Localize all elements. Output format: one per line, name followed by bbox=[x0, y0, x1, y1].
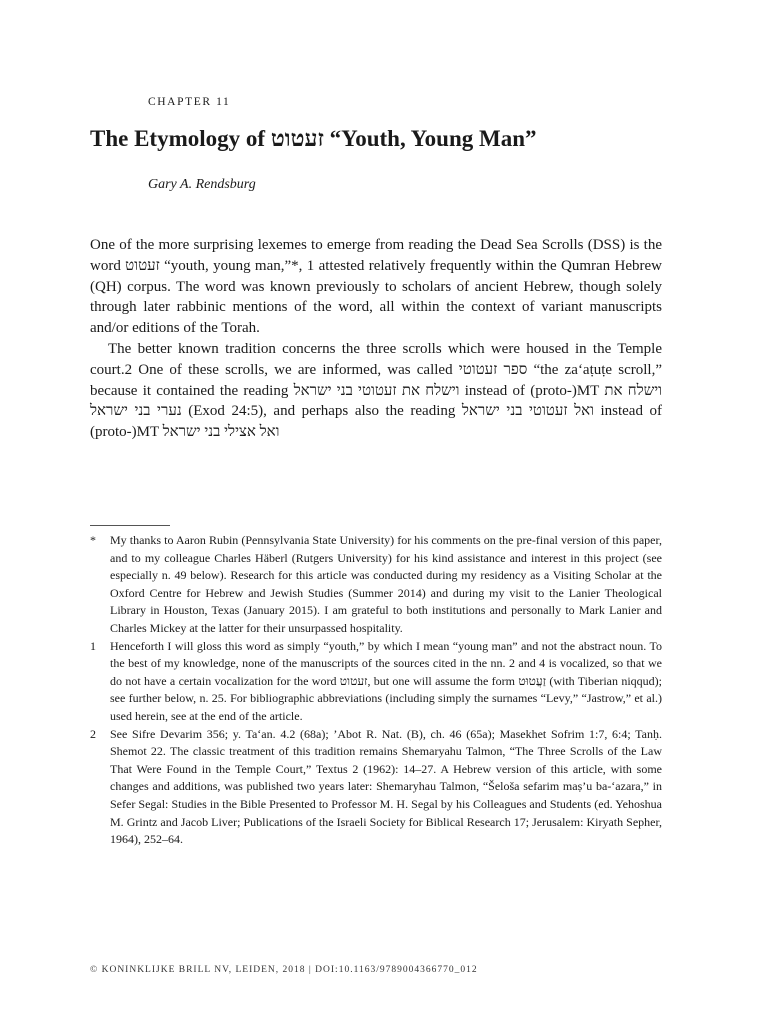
footnotes bbox=[90, 532, 662, 849]
footnote-1 bbox=[90, 638, 662, 726]
footnote-mark: 2 bbox=[90, 726, 96, 741]
footnote-divider bbox=[90, 525, 170, 526]
footnote-2 bbox=[90, 726, 662, 849]
article-title: The Etymology of זעטוט “Youth, Young Man” bbox=[90, 126, 537, 151]
footnote-text: See Sifre Devarim 356; y. Ta‘an. 4.2 (68a); ’Abot R. Nat. (B), ch. 46 (65a); Masekhet Sofrim 1:7, 6:4; Tanḥ. Shemot 22. The classic treatment of this tradition remains Shemaryahu Talmon, “The Three Scrolls of the Law That Were Found in the Temple Court,” Textus 2 (1962): 14–27. A Hebrew version of this article, with some changes and additions, was published two years later: Shemaryhau Talmon, “Šeloša sefarim maṣ’u ba-‘azara,” in Sefer Segal: Studies in the Bible Presented to Professor M. H. Segal by his Colleagues and Students (ed. Yehoshua M. Grintz and Jacob Liver; Publications of the Israeli Society for Biblical Research 17; Jerusalem: Kiryath Sepher, 1964), 252–64. bbox=[110, 726, 662, 847]
copyright-footer: © KONINKLIJKE BRILL NV, LEIDEN, 2018 | DOI:10.1163/9789004366770_012 bbox=[90, 965, 478, 975]
footnote-text: Henceforth I will gloss this word as simply “youth,” by which I mean “young man” and not the abstract noun. To the best of my knowledge, none of the manuscripts of the sources cited in the nn. 2 and 4 is vocalized, so that we do not have a certain vocalization for the word זעטוט, but one will assume the form זַעֲטוּט (with Tiberian niqqud); see further below, n. 25. For bibliographic abbreviations (including simply the surnames “Levy,” “Jastrow,” et al.) used herein, see at the end of the article. bbox=[110, 638, 662, 723]
paragraph-1: One of the more surprising lexemes to emerge from reading the Dead Sea Scrolls (DSS) is the word זעטוט “youth, young man,”*, 1 attested relatively frequently within the Qumran Hebrew (QH) corpus. The word was known previously to scholars of ancient Hebrew, though solely through later rabbinic mentions of the word, all within the context of variant manuscripts and/or editions of the Torah. bbox=[90, 237, 662, 337]
footnote-mark: * bbox=[90, 533, 96, 547]
footnote-text: My thanks to Aaron Rubin (Pennsylvania State University) for his comments on the pre-final version of this paper, and to my colleague Charles Häberl (Rutgers University) for his kind assistance and interest in this project (see especially n. 49 below). Research for this article was conducted during my residency as a Visiting Scholar at the Oxford Centre for Hebrew and Jewish Studies (Summer 2014) and during my visit to the Lanier Theological Library in Houston, Texas (January 2015). I am grateful to both institutions and personally to Mark Lanier and Charles Mickey at the latter for their unsurpassed hospitality. bbox=[110, 533, 662, 635]
chapter-label: CHAPTER 11 bbox=[148, 96, 231, 108]
body-text bbox=[90, 235, 662, 443]
footnote-star bbox=[90, 532, 662, 638]
paragraph-2: The better known tradition concerns the three scrolls which were housed in the Temple court.2 One of these scrolls, we are informed, was called ספר זעטוטי “the za‘aṭuṭe scroll,” because it contained the reading וישלח את זעטוטי בני ישראל instead of (proto-)MT וישלח את נערי בני ישראל (Exod 24:5), and perhaps also the reading ואל זעטוטי בני ישראל instead of (proto-)MT ואל אצילי בני ישראל bbox=[90, 340, 663, 441]
footnote-mark: 1 bbox=[90, 638, 96, 653]
author-name: Gary A. Rendsburg bbox=[148, 177, 256, 192]
